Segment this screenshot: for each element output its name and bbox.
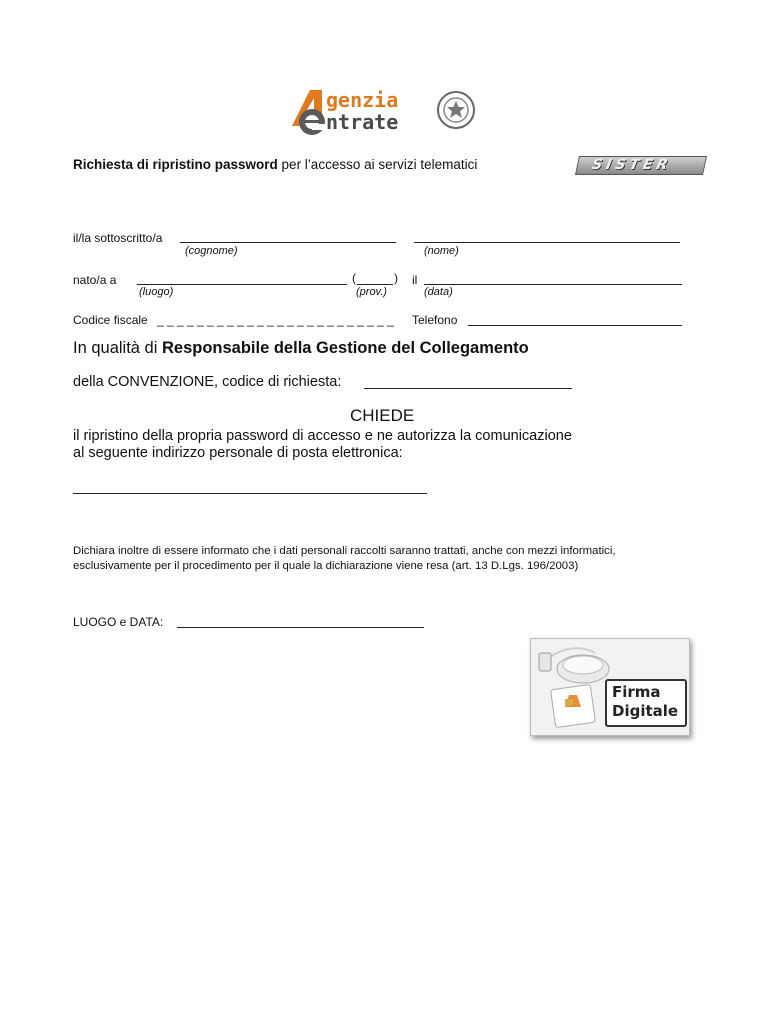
telefono-field[interactable]	[468, 325, 682, 326]
luogo-data-label: LUOGO e DATA:	[73, 615, 164, 629]
chiede-line2: al seguente indirizzo personale di posta elettronica:	[73, 445, 403, 461]
emblem-icon	[438, 92, 474, 128]
qualita-heading	[73, 339, 529, 358]
codice-fiscale-field[interactable]: _ _ _ _ _ _ _ _ _ _ _ _ _ _ _ _ _ _ _ _ _ _ _ _	[157, 313, 394, 327]
logo-text-ntrate: ntrate	[326, 110, 399, 134]
convenzione-label: della CONVENZIONE, codice di richiesta:	[73, 374, 342, 390]
telefono-label: Telefono	[412, 313, 458, 327]
luogo-data-field[interactable]	[177, 627, 424, 628]
email-field[interactable]	[73, 493, 427, 494]
codice-richiesta-field[interactable]	[364, 388, 572, 389]
page-title	[73, 157, 477, 172]
dichiara-line2: esclusivamente per il procedimento per il quale la dichiarazione viene resa (art. 13 D.Lgs. 196/2003)	[73, 560, 579, 572]
firma-label: Firma	[612, 683, 661, 701]
agenzia-entrate-logo	[288, 86, 488, 138]
sister-badge	[575, 156, 707, 175]
logo-text-genzia: genzia	[326, 88, 399, 112]
sottoscritto-label: il/la sottoscritto/a	[73, 231, 163, 245]
firma-digitale-label-box	[605, 679, 687, 727]
codice-fiscale-label: Codice fiscale	[73, 313, 148, 327]
digitale-label: Digitale	[612, 702, 679, 720]
qualita-prefix: In qualità di	[73, 339, 162, 357]
nome-field[interactable]	[414, 242, 680, 243]
title-rest: per l’accesso ai servizi telematici	[277, 157, 478, 172]
title-bold: Richiesta di ripristino password	[73, 157, 278, 172]
nato-label: nato/a a	[73, 273, 117, 287]
nome-hint: (nome)	[424, 245, 459, 257]
data-nascita-field[interactable]	[424, 284, 682, 285]
il-label: il	[412, 273, 418, 287]
data-hint: (data)	[424, 286, 453, 298]
firma-digitale-image	[530, 638, 690, 736]
chiede-heading: CHIEDE	[350, 406, 415, 425]
prov-field[interactable]	[357, 284, 393, 285]
cognome-field[interactable]	[180, 242, 396, 243]
prov-open: (	[352, 271, 356, 285]
sister-text: SISTER	[590, 157, 674, 173]
luogo-nascita-field[interactable]	[137, 284, 347, 285]
prov-close: )	[394, 271, 398, 285]
cognome-hint: (cognome)	[185, 245, 238, 257]
chiede-line1: il ripristino della propria password di accesso e ne autorizza la comunicazione	[73, 428, 572, 444]
prov-hint: (prov.)	[356, 286, 387, 298]
dichiara-line1: Dichiara inoltre di essere informato che i dati personali raccolti saranno trattati, anche con mezzi informatici,	[73, 545, 616, 557]
qualita-bold: Responsabile della Gestione del Collegamento	[161, 339, 529, 357]
luogo-hint: (luogo)	[139, 286, 174, 298]
